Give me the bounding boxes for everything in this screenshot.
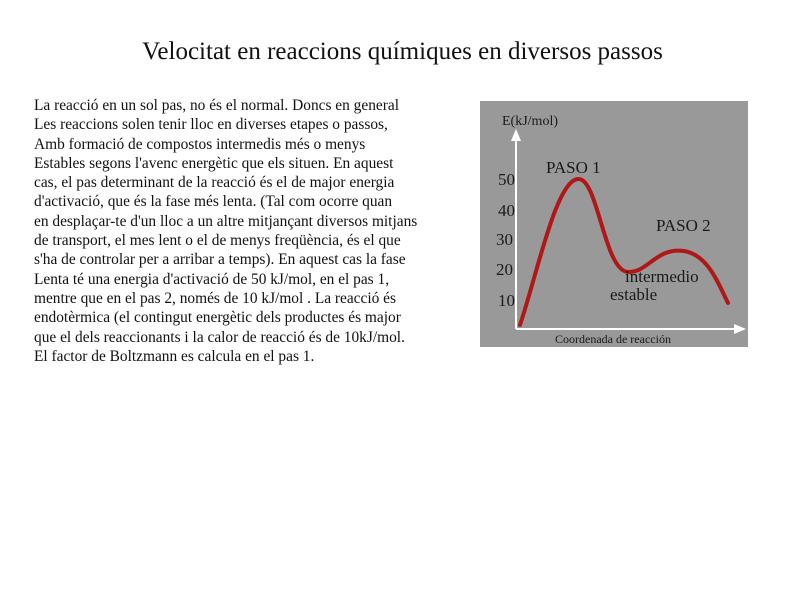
x-axis-label: Coordenada de reacción xyxy=(555,332,671,346)
intermediate-label-line1: intermedio xyxy=(625,267,699,286)
body-line: Estables segons l'avenc energètic que els situen. En aquest xyxy=(34,154,394,172)
body-line: que el dels reaccionants i la calor de reacció és de 10kJ/mol. xyxy=(34,328,405,346)
y-tick-label: 40 xyxy=(498,201,515,220)
y-axis-label: E(kJ/mol) xyxy=(502,114,558,129)
body-line: Amb formació de compostos intermedis més o menys xyxy=(34,135,366,153)
body-line: Lenta té una energia d'activació de 50 kJ/mol, en el pas 1, xyxy=(34,270,390,288)
body-line: cas, el pas determinant de la reacció és el de major energia xyxy=(34,174,395,192)
step1-label: PASO 1 xyxy=(546,158,601,177)
body-line: d'activació, que és la fase més lenta. (Tal com ocorre quan xyxy=(34,193,393,211)
y-tick-label: 30 xyxy=(496,230,513,249)
y-tick-label: 20 xyxy=(496,260,513,279)
body-line: Les reaccions solen tenir lloc en diverses etapes o passos, xyxy=(34,116,388,134)
body-text xyxy=(34,96,494,366)
energy-profile-svg xyxy=(480,101,748,347)
slide-title: Velocitat en reaccions químiques en diversos passos xyxy=(142,38,663,65)
body-line: mentre que en el pas 2, només de 10 kJ/mol . La reacció és xyxy=(34,289,396,307)
body-line: La reacció en un sol pas, no és el normal. Doncs en general xyxy=(34,97,399,114)
body-line: s'ha de controlar per a arribar a temps). En aquest cas la fase xyxy=(34,251,406,269)
y-tick-label: 10 xyxy=(498,291,515,310)
energy-profile-figure xyxy=(480,101,748,347)
intermediate-label-line2: estable xyxy=(610,285,658,304)
body-line: endotèrmica (el contingut energètic dels productes és major xyxy=(34,309,401,327)
y-tick-label: 50 xyxy=(498,170,515,189)
body-line: de transport, el mes lent o el de menys freqüència, és el que xyxy=(34,232,401,250)
body-line: El factor de Boltzmann es calcula en el pas 1. xyxy=(34,347,315,365)
step2-label: PASO 2 xyxy=(656,216,711,235)
body-line: en desplaçar-te d'un lloc a un altre mitjançant diversos mitjans xyxy=(34,212,418,230)
